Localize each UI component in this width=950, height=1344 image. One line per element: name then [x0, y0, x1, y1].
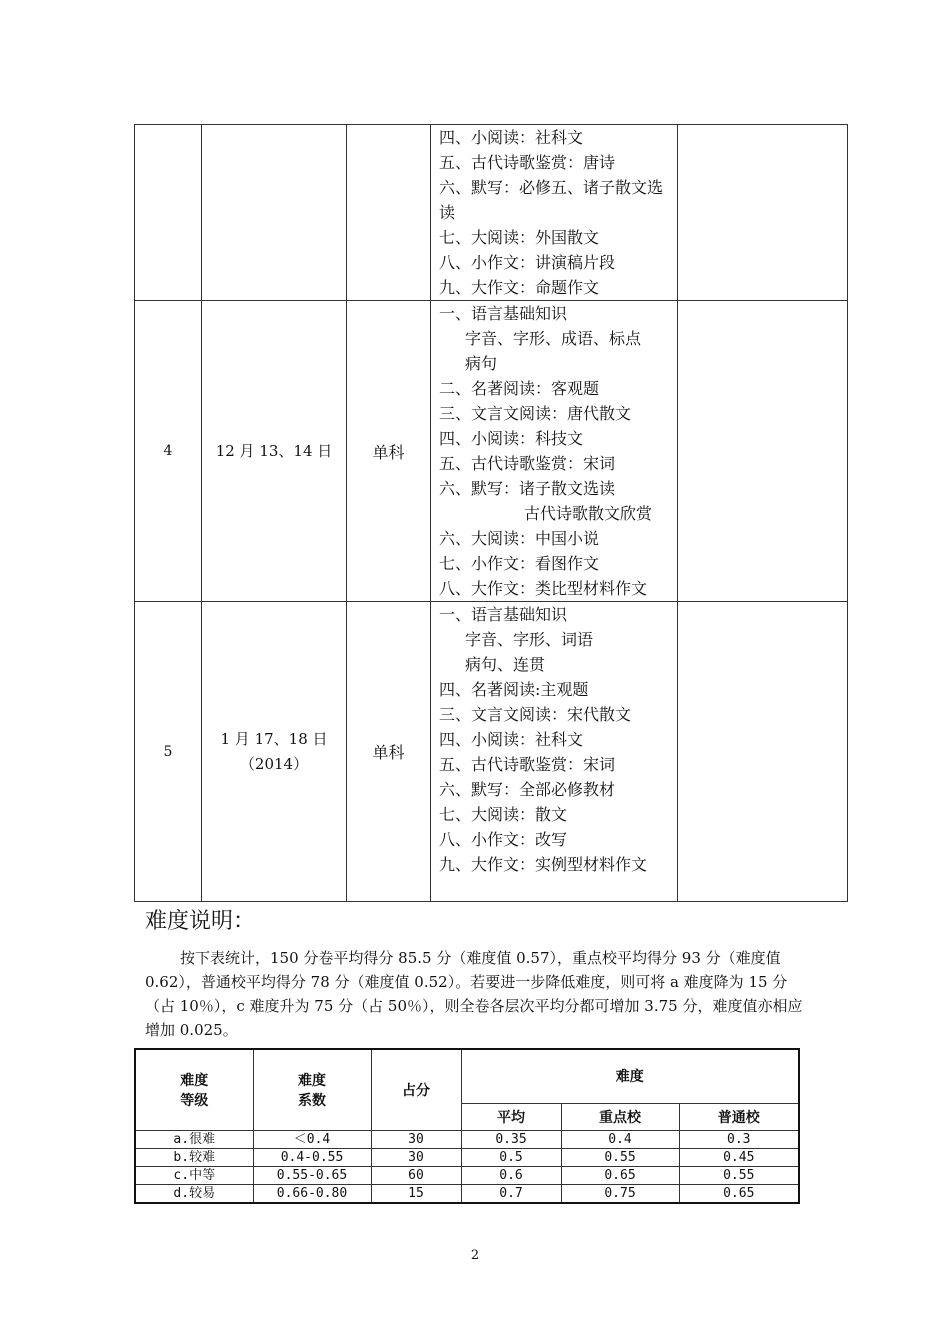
cell-score: 30 — [371, 1130, 461, 1148]
cell-avg: 0.6 — [461, 1166, 561, 1184]
cell-score: 15 — [371, 1184, 461, 1203]
header-coef-line1: 难度 — [298, 1072, 326, 1089]
exam-type — [347, 125, 431, 301]
content-item: 七、小作文：看图作文 — [439, 554, 600, 573]
header-level-line1: 难度 — [180, 1072, 209, 1089]
cell-coef: ＜0.4 — [253, 1130, 371, 1148]
difficulty-table — [134, 1048, 800, 1204]
content-item: 四、小阅读：科技文 — [439, 429, 584, 448]
exam-content — [431, 602, 678, 902]
difficulty-row — [135, 1148, 799, 1166]
cell-normal: 0.3 — [679, 1130, 799, 1148]
content-item: 字音、字形、成语、标点 — [465, 329, 642, 348]
content-item: 四、小阅读：社科文 — [439, 730, 584, 749]
content-item: 三、文言文阅读：宋代散文 — [439, 705, 632, 724]
cell-key: 0.4 — [561, 1130, 679, 1148]
content-item: 五、古代诗歌鉴赏：唐诗 — [439, 153, 616, 172]
cell-key: 0.65 — [561, 1166, 679, 1184]
exam-type: 单科 — [347, 602, 431, 902]
content-item: 一、语言基础知识 — [439, 605, 568, 624]
cell-avg: 0.35 — [461, 1130, 561, 1148]
exam-note — [678, 125, 848, 301]
content-item: 四、小阅读：社科文 — [439, 128, 584, 147]
content-item: 六、大阅读：中国小说 — [439, 529, 600, 548]
exam-number: 5 — [135, 602, 202, 902]
header-level-line2: 等级 — [180, 1092, 209, 1109]
exam-date-line: 1 月 17、18 日 — [220, 729, 328, 748]
content-item: 古代诗歌散文欣赏 — [524, 504, 653, 523]
content-item: 读 — [439, 203, 456, 222]
exam-date — [202, 125, 347, 301]
exam-content — [431, 301, 678, 602]
header-level — [135, 1049, 253, 1130]
content-item: 六、默写：诸子散文选读 — [439, 479, 616, 498]
content-item: 一、语言基础知识 — [439, 304, 568, 323]
exam-type: 单科 — [347, 301, 431, 602]
content-item: 病句、连贯 — [465, 655, 546, 674]
cell-avg: 0.5 — [461, 1148, 561, 1166]
difficulty-explanation: 按下表统计，150 分卷平均得分 85.5 分（难度值 0.57），重点校平均得分 93 分（难度值 0.62），普通校平均得分 78 分（难度值 0.52）。若要进一步降低难度，则可将 a 难度降为 15 分（占 10％），c 难度升为 75 分（占 50％），则全卷各层次平均分都可增加 3.75 分，难度值亦相应增加 0.025。 — [145, 949, 803, 1039]
difficulty-row — [135, 1166, 799, 1184]
content-item: 八、小作文：讲演稿片段 — [439, 253, 616, 272]
content-item: 六、默写：全部必修教材 — [439, 780, 616, 799]
cell-key: 0.55 — [561, 1148, 679, 1166]
content-item: 七、大阅读：散文 — [439, 805, 568, 824]
cell-level: c.中等 — [135, 1166, 253, 1184]
header-normal: 普通校 — [679, 1103, 799, 1130]
cell-avg: 0.7 — [461, 1184, 561, 1203]
header-coef-line2: 系数 — [298, 1092, 326, 1109]
exam-date-line: （2014） — [239, 754, 309, 773]
exam-date — [202, 602, 347, 902]
header-key: 重点校 — [561, 1103, 679, 1130]
schedule-row — [135, 301, 848, 602]
exam-schedule-table — [134, 124, 848, 902]
content-item: 五、古代诗歌鉴赏：宋词 — [439, 454, 616, 473]
cell-normal: 0.65 — [679, 1184, 799, 1203]
difficulty-row — [135, 1184, 799, 1203]
header-difficulty: 难度 — [461, 1049, 799, 1103]
cell-key: 0.75 — [561, 1184, 679, 1203]
cell-level: d.较易 — [135, 1184, 253, 1203]
cell-score: 60 — [371, 1166, 461, 1184]
content-item: 二、名著阅读：客观题 — [439, 379, 600, 398]
header-avg: 平均 — [461, 1103, 561, 1130]
cell-level: a.很难 — [135, 1130, 253, 1148]
exam-content — [431, 125, 678, 301]
content-item: 七、大阅读：外国散文 — [439, 228, 600, 247]
header-score: 占分 — [371, 1049, 461, 1130]
content-item: 八、大作文：类比型材料作文 — [439, 579, 648, 598]
content-item: 九、大作文：实例型材料作文 — [439, 855, 648, 874]
content-item: 八、小作文：改写 — [439, 830, 568, 849]
header-coef — [253, 1049, 371, 1130]
cell-coef: 0.55-0.65 — [253, 1166, 371, 1184]
exam-date-line: 12 月 13、14 日 — [215, 441, 333, 460]
content-item: 六、默写：必修五、诸子散文选 — [439, 178, 664, 197]
content-item: 四、名著阅读:主观题 — [439, 680, 589, 699]
difficulty-row — [135, 1130, 799, 1148]
cell-level: b.较难 — [135, 1148, 253, 1166]
cell-score: 30 — [371, 1148, 461, 1166]
cell-normal: 0.45 — [679, 1148, 799, 1166]
exam-date — [202, 301, 347, 602]
cell-coef: 0.66-0.80 — [253, 1184, 371, 1203]
content-item: 五、古代诗歌鉴赏：宋词 — [439, 755, 616, 774]
cell-normal: 0.55 — [679, 1166, 799, 1184]
content-item: 九、大作文：命题作文 — [439, 278, 600, 297]
schedule-row — [135, 125, 848, 301]
content-item: 字音、字形、词语 — [465, 630, 594, 649]
section-title: 难度说明： — [145, 909, 256, 934]
exam-note — [678, 602, 848, 902]
schedule-row — [135, 602, 848, 902]
page-number: 2 — [470, 1248, 480, 1263]
exam-number: 4 — [135, 301, 202, 602]
exam-number — [135, 125, 202, 301]
content-item: 三、文言文阅读：唐代散文 — [439, 404, 632, 423]
exam-note — [678, 301, 848, 602]
cell-coef: 0.4-0.55 — [253, 1148, 371, 1166]
content-item: 病句 — [465, 354, 498, 373]
